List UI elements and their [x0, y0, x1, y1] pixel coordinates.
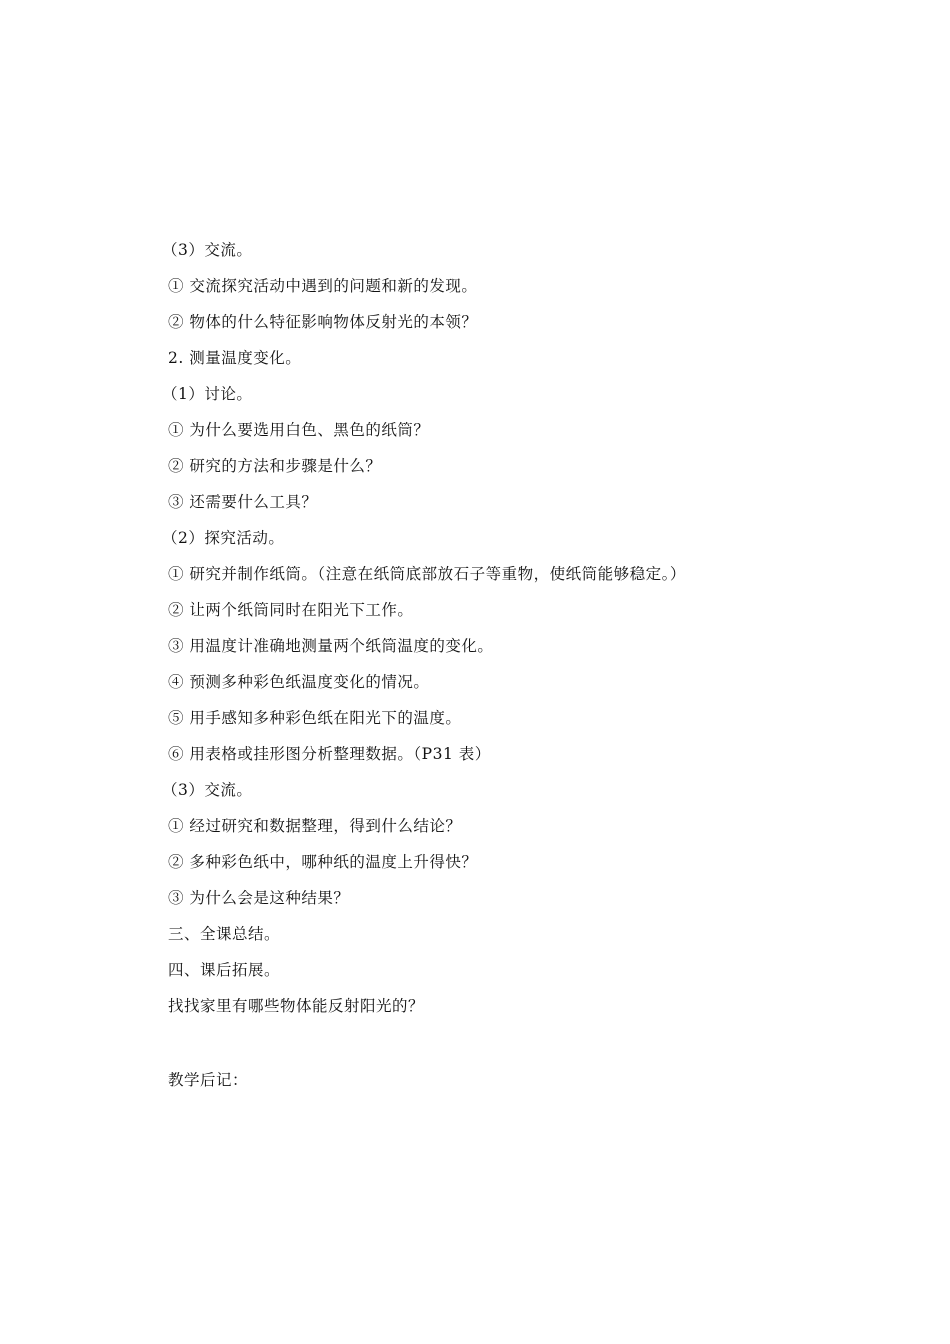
list-item: ③ 用温度计准确地测量两个纸筒温度的变化。 [168, 637, 494, 655]
section-heading: （2）探究活动。 [162, 529, 285, 547]
list-item: ① 为什么要选用白色、黑色的纸筒？ [168, 421, 430, 439]
list-item: ① 研究并制作纸筒。（注意在纸筒底部放石子等重物，使纸筒能够稳定。） [168, 565, 686, 583]
section-heading: （1）讨论。 [162, 385, 253, 403]
spacer [168, 1024, 868, 1062]
list-item: ③ 还需要什么工具？ [168, 493, 318, 511]
list-item: ⑤ 用手感知多种彩色纸在阳光下的温度。 [168, 709, 462, 727]
section-heading: （3）交流。 [162, 781, 253, 799]
section-heading: 2. 测量温度变化。 [168, 349, 302, 367]
section-heading: 四、课后拓展。 [168, 961, 281, 979]
lesson-content [162, 232, 868, 1098]
section-heading: （3）交流。 [162, 241, 253, 259]
paragraph: 找找家里有哪些物体能反射阳光的？ [168, 997, 425, 1015]
list-item: ③ 为什么会是这种结果？ [168, 889, 350, 907]
list-item: ① 交流探究活动中遇到的问题和新的发现。 [168, 277, 478, 295]
list-item: ② 研究的方法和步骤是什么？ [168, 457, 382, 475]
list-item: ④ 预测多种彩色纸温度变化的情况。 [168, 673, 430, 691]
teaching-notes-label: 教学后记： [168, 1071, 249, 1089]
list-item: ② 多种彩色纸中，哪种纸的温度上升得快？ [168, 853, 478, 871]
list-item: ① 经过研究和数据整理，得到什么结论？ [168, 817, 462, 835]
list-item: ⑥ 用表格或挂形图分析整理数据。（P31 表） [168, 745, 491, 763]
list-item: ② 物体的什么特征影响物体反射光的本领？ [168, 313, 478, 331]
list-item: ② 让两个纸筒同时在阳光下工作。 [168, 601, 414, 619]
section-heading: 三、全课总结。 [168, 925, 281, 943]
